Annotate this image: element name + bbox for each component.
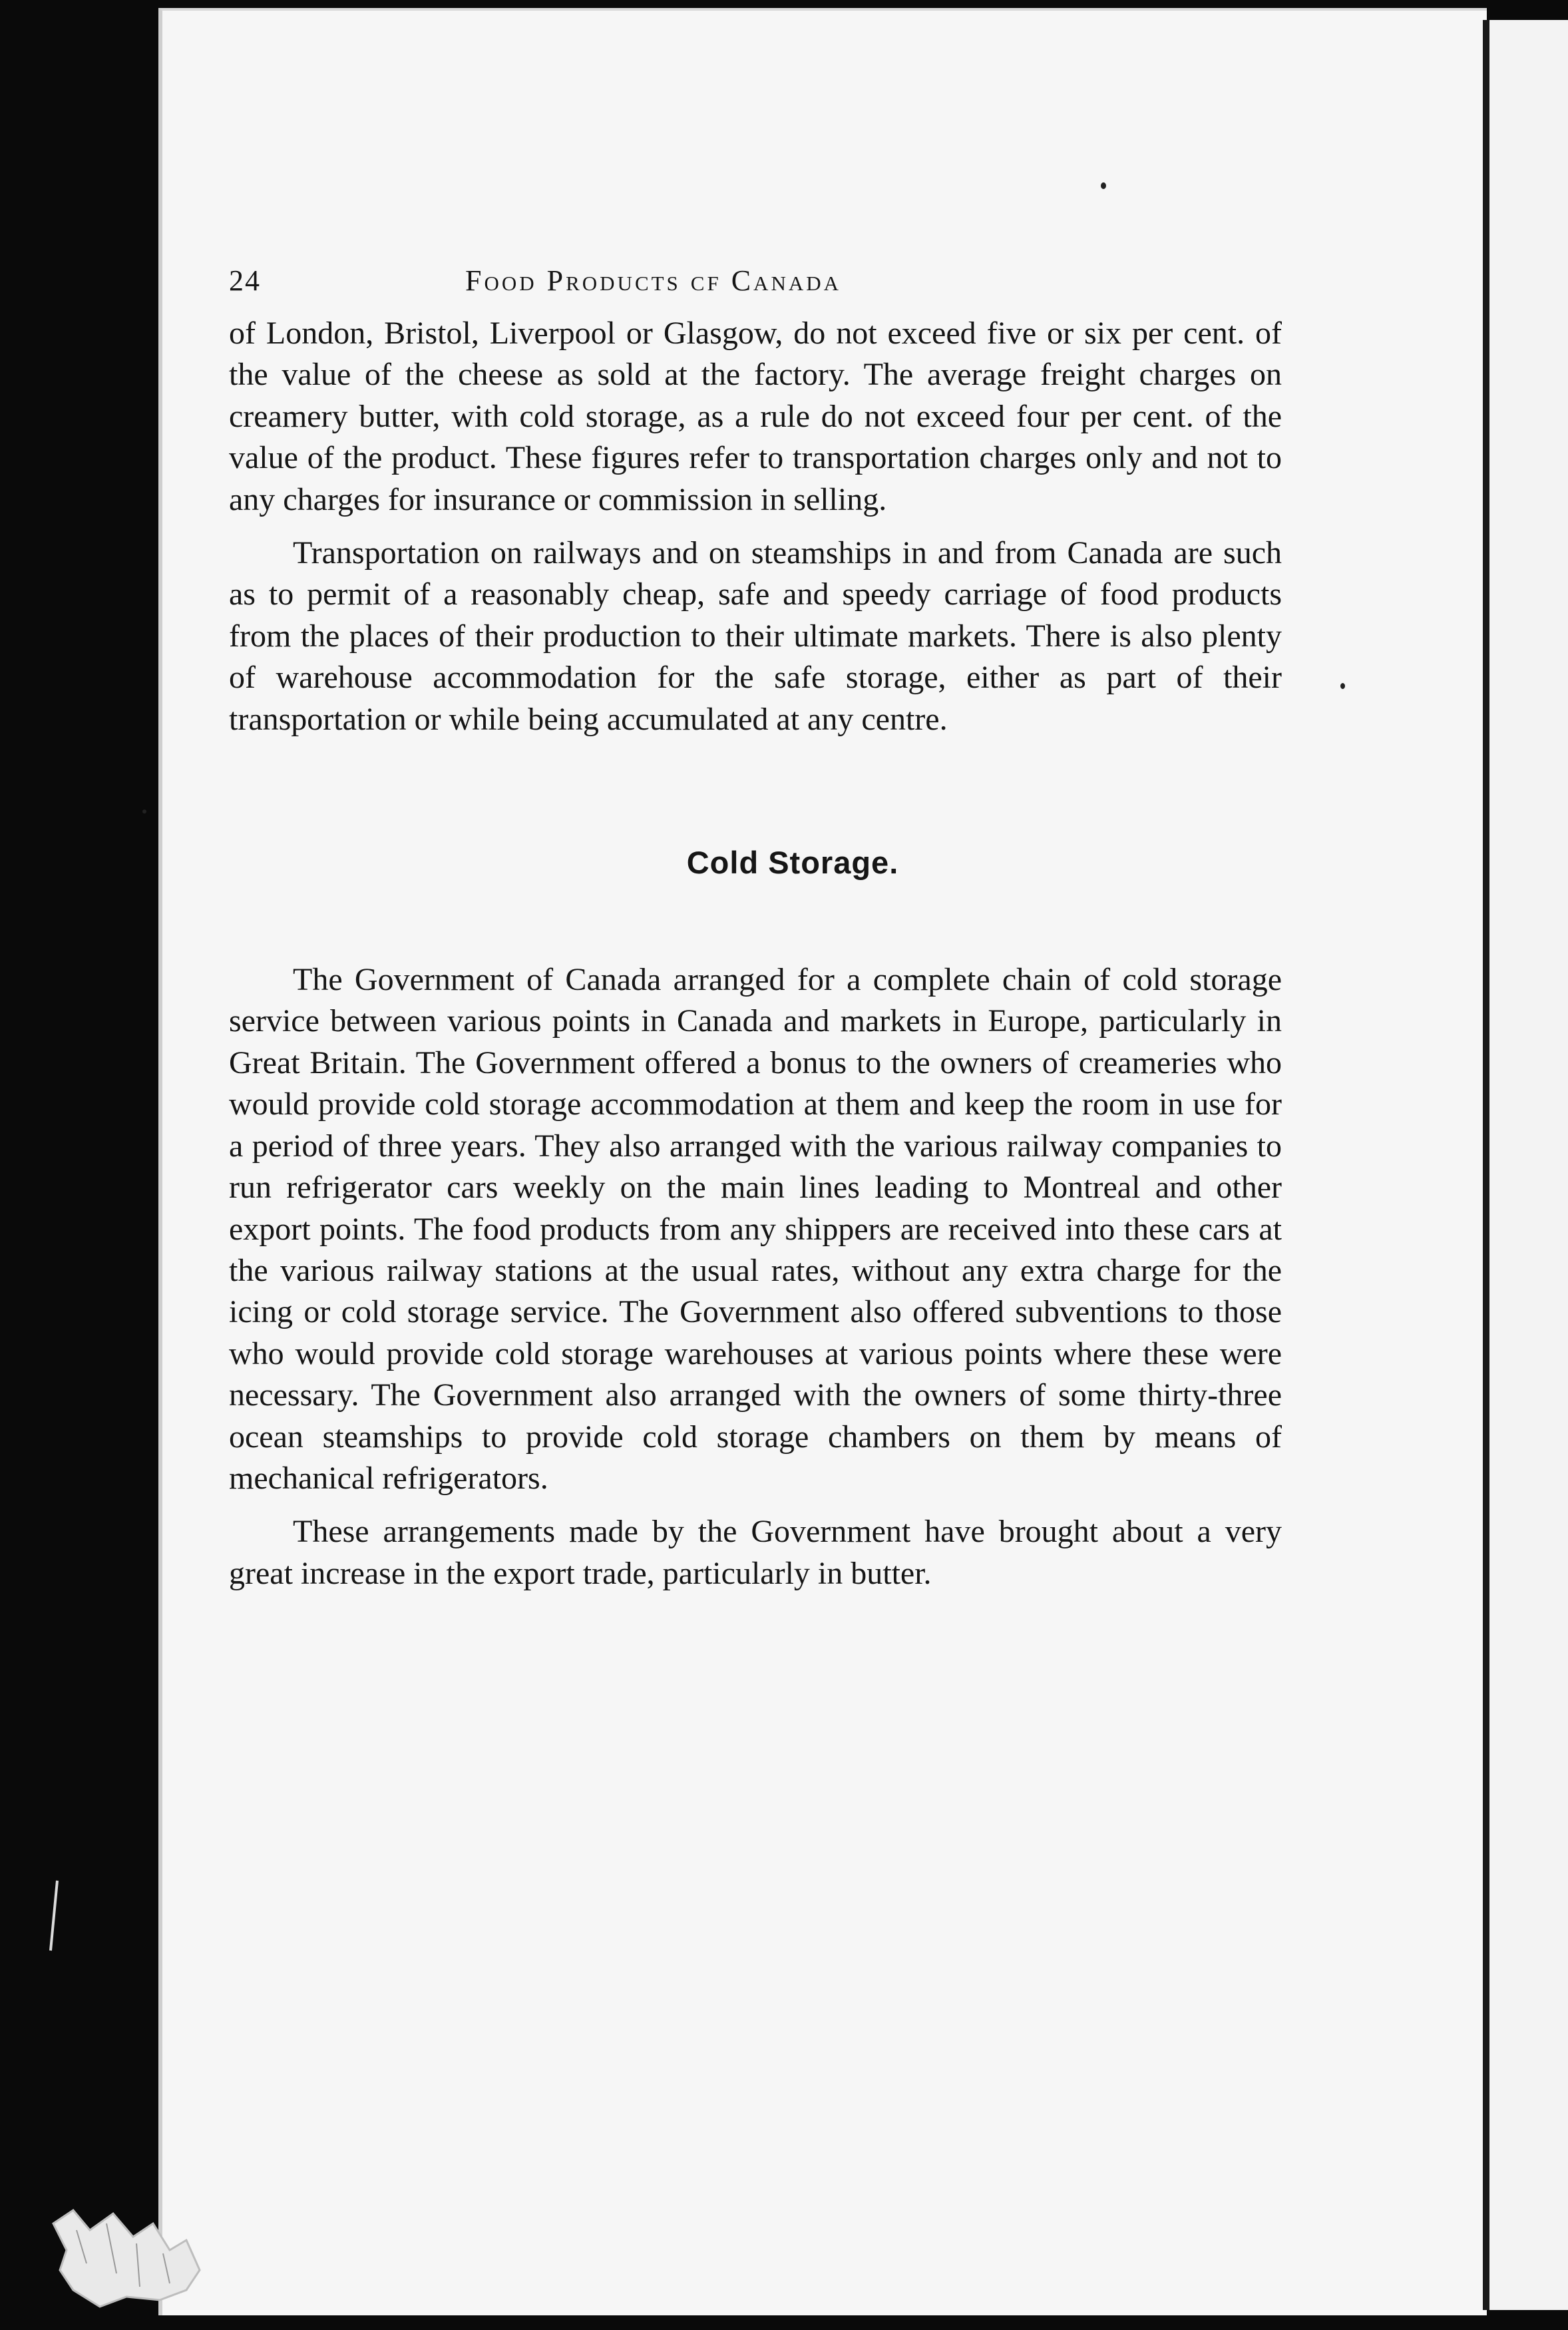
ink-speck <box>1101 182 1106 189</box>
heading-spacer <box>229 881 1282 959</box>
paragraph-4: These arrangements made by the Government have brought about a very great increase in the export trade, particularly in butter. <box>229 1514 1282 1591</box>
ink-speck <box>142 810 146 814</box>
paragraph-2: Transportation on railways and on steamships in and from Canada are such as to permit of a reasonably cheap, safe and speedy carriage of food products from the places of their production to their ultimate markets. There is also plenty of warehouse accommodation for the safe storage, either as part of their transportation or while being accumulated at any centre. <box>229 535 1282 737</box>
running-title: Food Products cf Canada <box>465 264 841 297</box>
section-heading: Cold Storage. <box>686 845 899 881</box>
adjacent-page-edge <box>1483 20 1568 2310</box>
running-head <box>229 260 1282 313</box>
paragraph-1: of London, Bristol, Liverpool or Glasgow, do not exceed five or six per cent. of the value of the cheese as sold at the factory. The average freight charges on creamery butter, with cold storage, as a rule do not exceed four per cent. of the value of the product. These figures refer to transportation charges only and not to any charges for insurance or commission in selling. <box>229 316 1282 517</box>
ink-speck <box>1340 683 1345 689</box>
ink-mark <box>44 1877 64 1957</box>
paragraph-3: The Government of Canada arranged for a complete chain of cold storage service between various points in Canada and markets in Europe, particularly in Great Britain. The Government offered a bonus to the owners of creameries who would provide cold storage accommodation at them and keep the room in use for a period of three years. They also arranged with the various railway companies to run refrigerator cars weekly on the main lines leading to Montreal and other export points. The food products from any shippers are received into these cars at the various railway stations at the usual rates, without any extra charge for the icing or cold storage service. The Government also offered subventions to those who would provide cold storage warehouses at various points where these were necessary. The Government also arranged with the owners of some thirty-three ocean steamships to provide cold storage chambers on them by means of mechanical refrigerators. <box>229 962 1282 1496</box>
torn-paper-corner <box>27 2130 226 2330</box>
page-text <box>229 260 1282 1594</box>
page-number: 24 <box>229 264 261 297</box>
